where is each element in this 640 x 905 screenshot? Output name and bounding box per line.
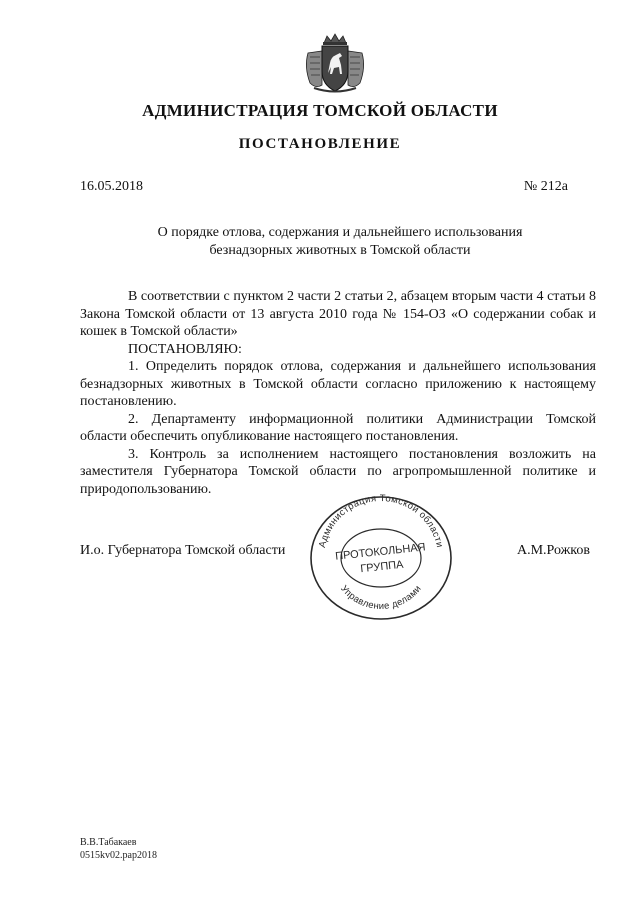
intro-paragraph: В соответствии с пунктом 2 части 2 статьи 2, абзацем вторым части 4 статьи 8 Закона Томской области от 13 августа 2010 года № 154-ОЗ «О содержании собак и кошек в Томской области» <box>80 289 596 339</box>
stamp-center-line: ГРУППА <box>359 558 405 576</box>
document-body <box>80 288 596 498</box>
svg-text:Управление делами <box>338 583 424 612</box>
resolve-heading: ПОСТАНОВЛЯЮ: <box>128 341 242 357</box>
signatory-title: И.о. Губернатора Томской области <box>80 543 286 558</box>
file-code: 0515kv02.pap2018 <box>80 850 157 861</box>
tomsk-region-coat-of-arms-icon <box>300 33 370 95</box>
document-type-heading: ПОСТАНОВЛЕНИЕ <box>238 136 402 152</box>
stamp-outer-text: Администрация Томской области <box>316 494 446 549</box>
executor-name: В.В.Табакаев <box>80 837 137 848</box>
document-date: 16.05.2018 <box>80 179 143 194</box>
document-number: № 212а <box>523 179 568 194</box>
signatory-name: А.М.Рожков <box>516 543 590 558</box>
resolution-item: 1. Определить порядок отлова, содержания и дальнейшего использования безнадзорных животных в Томской области согласно приложению к настоящему постановлению. <box>80 359 596 409</box>
subject-line: О порядке отлова, содержания и дальнейшего использования <box>157 225 523 240</box>
stamp-center-line: ПРОТОКОЛЬНАЯ <box>334 541 427 563</box>
subject-line: безнадзорных животных в Томской области <box>209 243 471 258</box>
resolution-item: 3. Контроль за исполнением настоящего постановления возложить на заместителя Губернатора Томской области по агропромышленной политике и природопользованию. <box>80 446 596 497</box>
organization-title: АДМИНИСТРАЦИЯ ТОМСКОЙ ОБЛАСТИ <box>142 101 498 120</box>
executor-footer <box>80 836 157 862</box>
document-subject <box>130 224 550 260</box>
official-stamp <box>308 494 454 622</box>
resolution-item: 2. Департаменту информационной политики Администрации Томской области обеспечить опубликование настоящего постановления. <box>80 411 596 444</box>
stamp-bottom-text: Управление делами <box>338 583 424 612</box>
svg-text:Администрация Томской области <box>317 494 445 549</box>
